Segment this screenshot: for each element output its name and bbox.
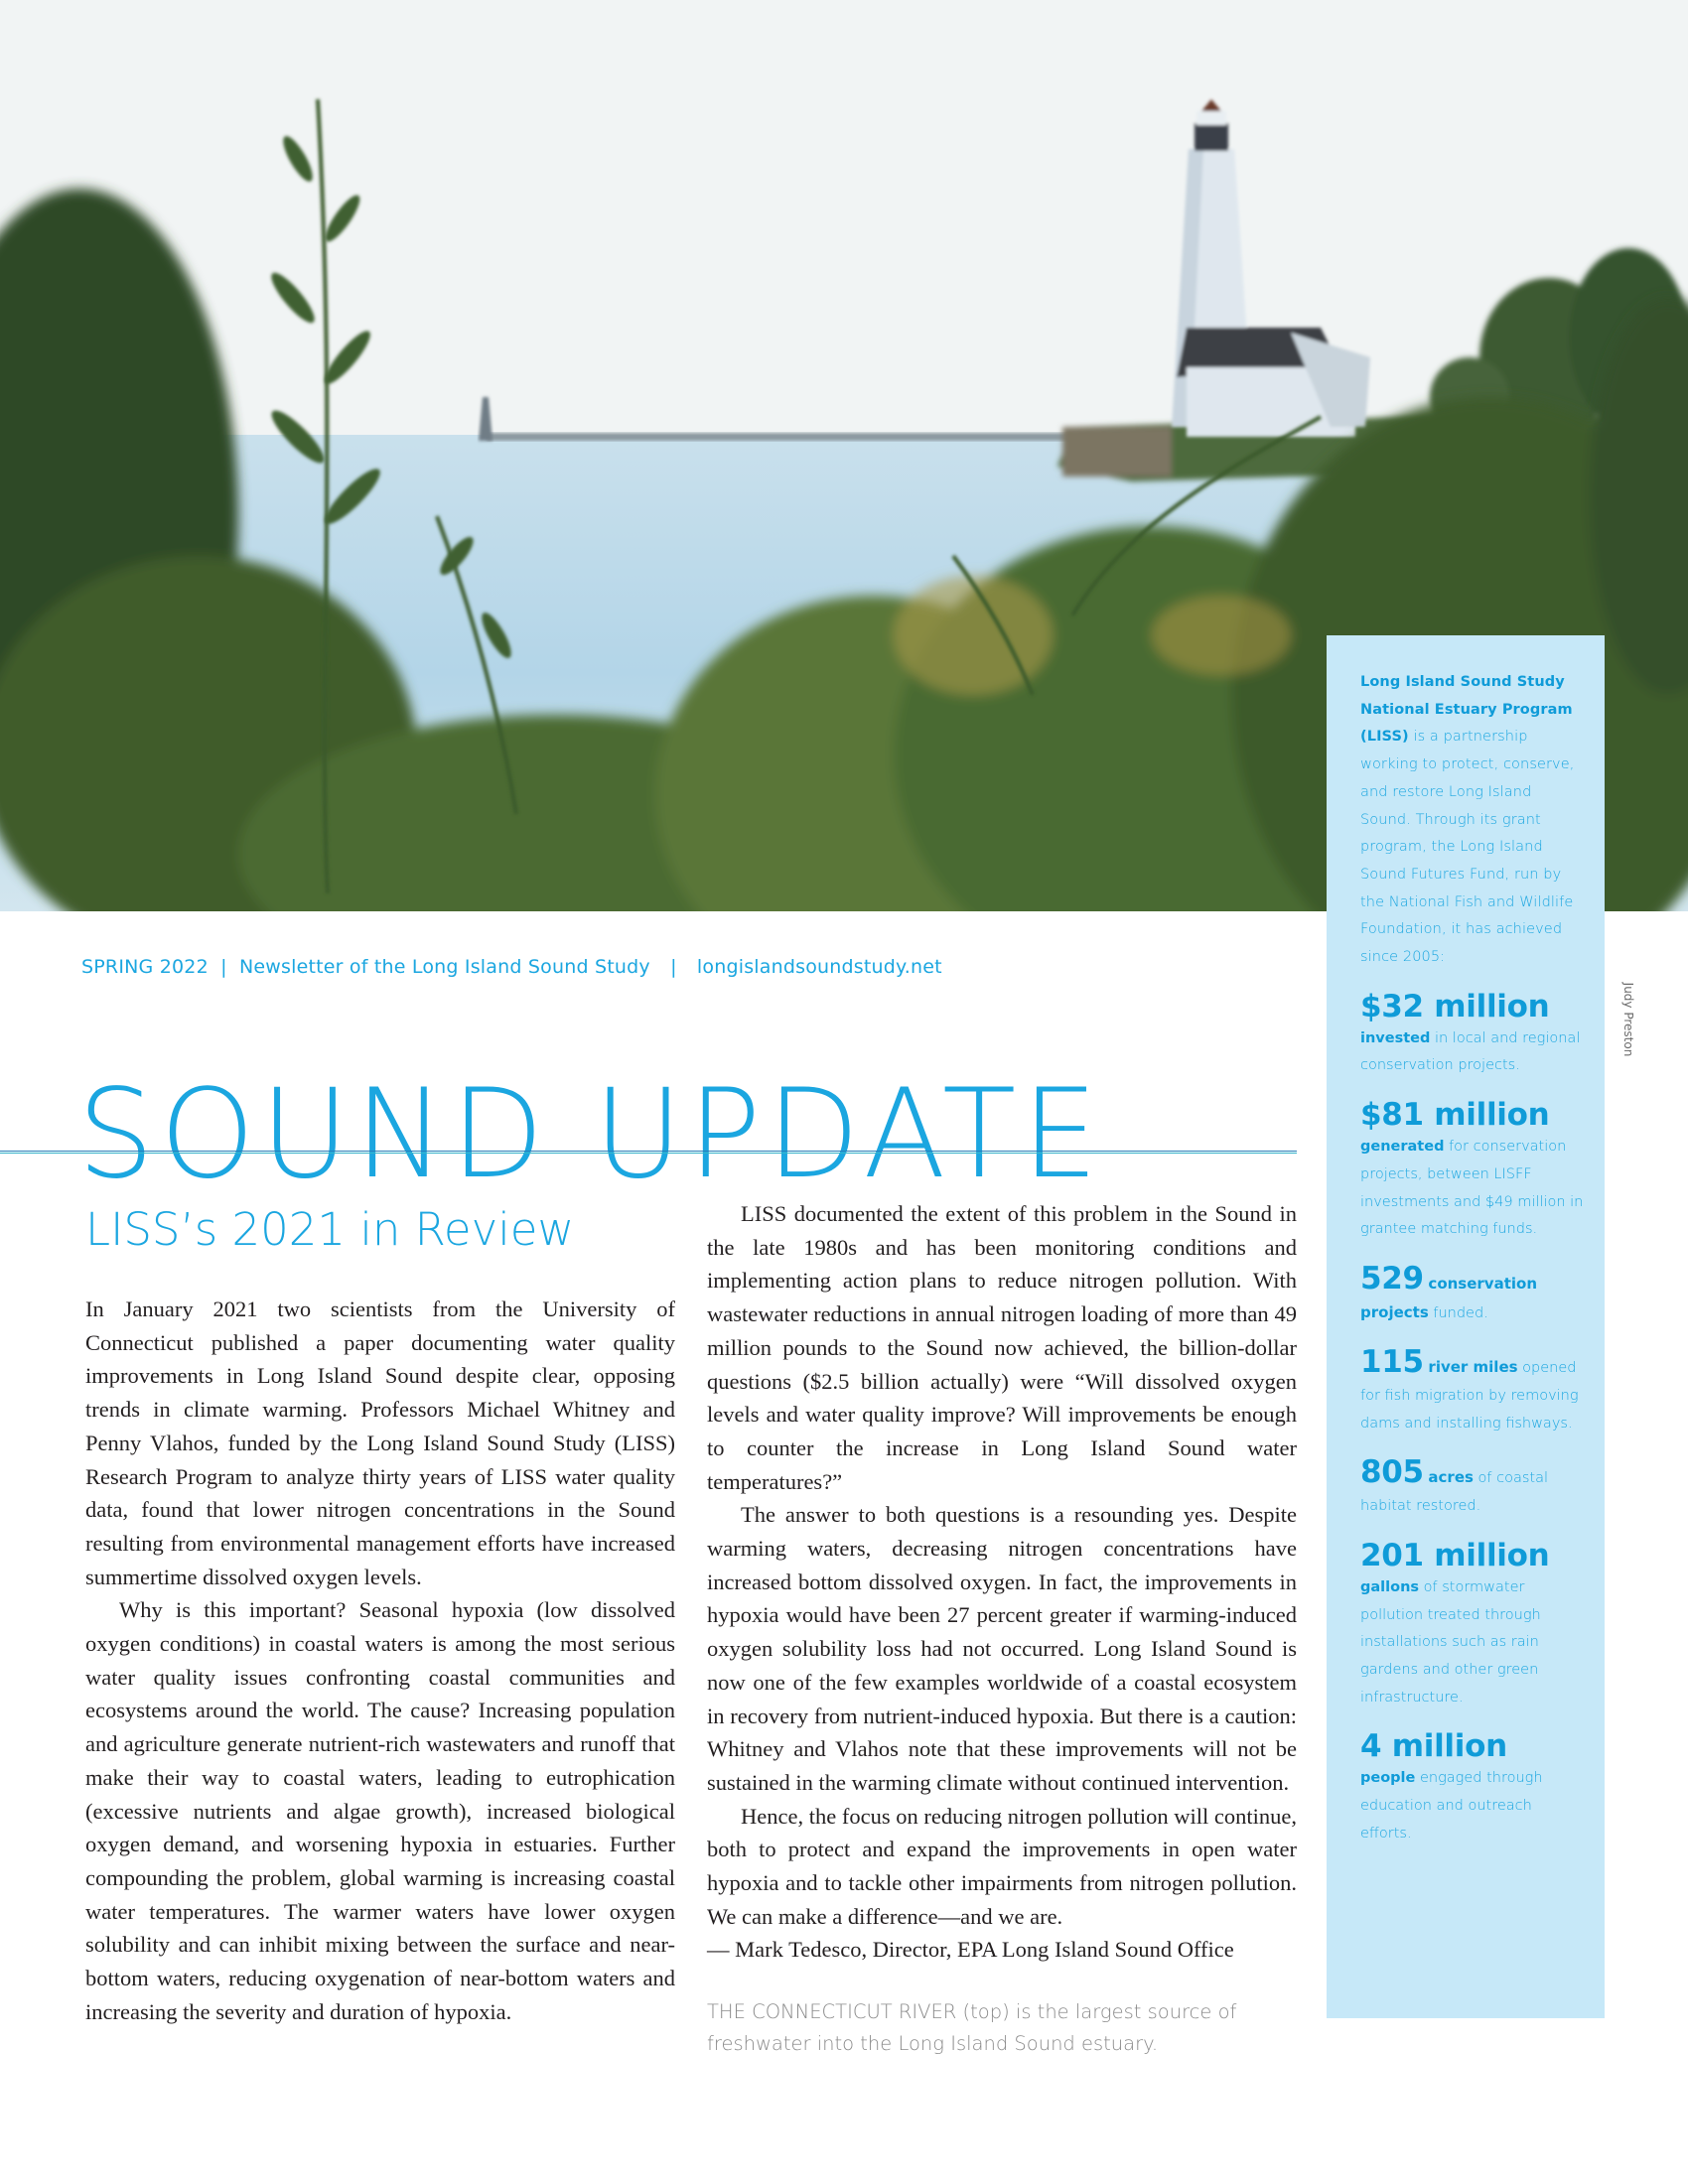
newsletter-subtitle: Newsletter of the Long Island Sound Study (238, 956, 650, 978)
stat-invested (1360, 988, 1585, 1080)
article-paragraph: In January 2021 two scientists from the University of Connecticut published a paper documenting water quality improvements in Long Island Sound despite clear, opposing trends in climate warming. Professors Michael Whitney and Penny Vlahos, funded by the Long Island Sound Study (LISS) Research Program to analyze thirty years of LISS water quality data, found that lower nitrogen concentrations in the Sound resulting from environmental management efforts have increased summertime dissolved oxygen levels. (85, 1297, 675, 1589)
stat-detail: opened for fish migration by removing dams and installing fishways. (1360, 1360, 1579, 1432)
stat-value: 201 million (1360, 1537, 1550, 1573)
stat-projects (1360, 1260, 1585, 1327)
stat-value: 529 (1360, 1260, 1424, 1297)
newsletter-title: SOUND UPDATE (77, 1063, 1104, 1207)
article-paragraph: Hence, the focus on reducing nitrogen pollution will continue, both to protect and expand the improvements in open water hypoxia and to tackle other impairments from nitrogen pollution. We can make a difference—and we are. (707, 1803, 1297, 1929)
stat-value: 4 million (1360, 1728, 1507, 1765)
stat-keyword: river miles (1428, 1358, 1518, 1377)
article-column-left (85, 1293, 675, 2028)
stat-detail: of stormwater pollution treated through installations such as rain gardens and other green infrastructure. (1360, 1578, 1541, 1706)
stat-keyword: acres (1428, 1468, 1474, 1487)
stat-detail: for conservation projects, between LISFF investments and $49 million in grantee matching funds. (1360, 1139, 1584, 1238)
article-attribution: — Mark Tedesco, Director, EPA Long Island Sound Office (707, 1937, 1234, 1963)
issue-season: SPRING 2022 (81, 956, 209, 978)
stat-description (1360, 1453, 1585, 1520)
stats-intro (1360, 669, 1585, 972)
stat-people (1360, 1727, 1585, 1847)
stat-detail: funded. (1428, 1304, 1488, 1321)
stat-description (1360, 1134, 1585, 1244)
photo-caption: THE CONNECTICUT RIVER (top) is the largest source of freshwater into the Long Island Sound estuary. (707, 2000, 1237, 2056)
stats-sidebar (1327, 635, 1605, 2018)
stat-gallons (1360, 1537, 1585, 1712)
stat-keyword: generated (1360, 1139, 1445, 1156)
stat-value: $32 million (1360, 988, 1550, 1024)
photo-credit: Judy Preston (1621, 982, 1635, 1057)
article-paragraph: The answer to both questions is a resounding yes. Despite warming waters, decreasing nitrogen concentrations have increased bottom dissolved oxygen. In fact, the improvements in hypoxia would have been 27 percent greater if warming-induced oxygen solubility loss had not occurred. Long Island Sound is now one of the few examples worldwide of a coastal ecosystem in recovery from nutrient-induced hypoxia. But there is a caution: Whitney and Vlahos note that these improvements will not be sustained in the warming climate without continued intervention. (707, 1502, 1297, 1795)
stat-keyword: gallons (1360, 1578, 1420, 1595)
stats-intro-org: Long Island Sound Study National Estuary Program (LISS) (1360, 674, 1573, 746)
stat-river-miles (1360, 1343, 1585, 1437)
stat-acres (1360, 1453, 1585, 1520)
stat-detail: in local and regional conservation projects. (1360, 1029, 1581, 1074)
stat-description (1360, 1343, 1585, 1437)
stats-intro-text: is a partnership working to protect, conserve, and restore Long Island Sound. Through its grant program, the Long Island Sound Futures Fund, run by the National Fish and Wildlife Foundation, it has achieved since 2005: (1360, 729, 1575, 966)
stat-keyword: invested (1360, 1029, 1431, 1046)
stat-value: 805 (1360, 1454, 1424, 1491)
separator: | (670, 956, 677, 978)
stat-keyword: people (1360, 1770, 1416, 1787)
stat-generated (1360, 1096, 1585, 1244)
website-link[interactable]: longislandsoundstudy.net (696, 956, 942, 978)
article-paragraph: LISS documented the extent of this problem in the Sound in the late 1980s and has been monitoring conditions and implementing action plans to reduce nitrogen pollution. With wastewater reductions in annual nitrogen loading of more than 49 million pounds to the Sound now achieved, the billion-dollar questions ($2.5 billion actually) were “Will dissolved oxygen levels and water quality improve? Will improvements be enough to counter the increase in Long Island Sound water temperatures?” (707, 1201, 1297, 1494)
stat-keyword: conservation projects (1360, 1274, 1537, 1321)
stat-value: 115 (1360, 1344, 1424, 1381)
article-paragraph: Why is this important? Seasonal hypoxia (low dissolved oxygen conditions) in coastal waters is among the most serious water quality issues confronting coastal communities and ecosystems around the world. The cause? Increasing population and agriculture generate nutrient-rich wastewaters and runoff that make their way to coastal waters, leading to eutrophication (excessive nutrients and algae growth), increased biological oxygen demand, and worsening hypoxia in estuaries. Further compounding the problem, global warming is increasing coastal water temperatures. The warmer waters have lower oxygen solubility and can inhibit mixing between the surface and near-bottom waters, reducing oxygenation of near-bottom waters and increasing the severity and duration of hypoxia. (85, 1597, 675, 2024)
masthead-info-line (81, 956, 942, 978)
stat-description (1360, 1765, 1585, 1847)
article-heading: LISS’s 2021 in Review (85, 1203, 575, 1256)
stat-description (1360, 1574, 1585, 1712)
stat-description (1360, 1260, 1585, 1327)
stat-description (1360, 1025, 1585, 1080)
stat-detail: engaged through education and outreach efforts. (1360, 1770, 1543, 1842)
article-column-right (707, 1197, 1297, 2060)
separator: | (220, 956, 227, 978)
header-divider (0, 1151, 1297, 1154)
stat-value: $81 million (1360, 1097, 1550, 1134)
stat-detail: of coastal habitat restored. (1360, 1470, 1549, 1515)
